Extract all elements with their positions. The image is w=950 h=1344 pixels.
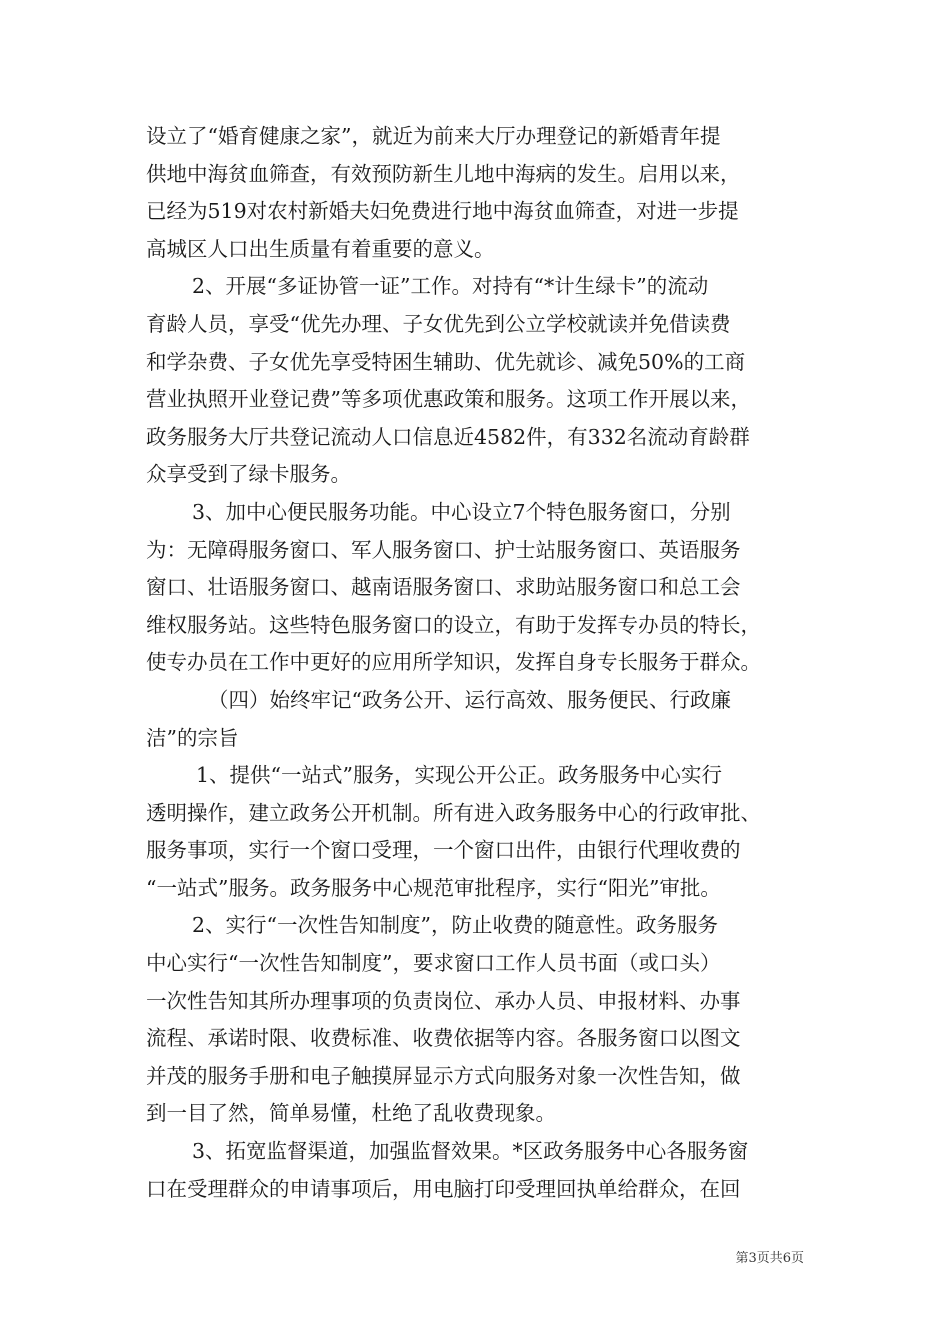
text-line: “一站式”服务。政务服务中心规范审批程序，实行“阳光”审批。 <box>146 875 721 900</box>
text-line: 供地中海贫血筛查，有效预防新生儿地中海病的发生。启用以来， <box>146 161 741 186</box>
section-heading-line: （四）始终牢记“政务公开、运行高效、服务便民、行政廉 <box>208 687 731 712</box>
text-line: 维权服务站。这些特色服务窗口的设立，有助于发挥专办员的特长， <box>146 612 761 637</box>
text-line: 众享受到了绿卡服务。 <box>146 462 351 487</box>
section-heading-line: 洁”的宗旨 <box>146 725 239 750</box>
text-line: 到一目了然，简单易懂，杜绝了乱收费现象。 <box>146 1101 556 1126</box>
text-line: 设立了“婚育健康之家”，就近为前来大厅办理登记的新婚青年提 <box>146 124 721 148</box>
text-line: 营业执照开业登记费”等多项优惠政策和服务。这项工作开展以来， <box>146 387 751 412</box>
text-line: 口在受理群众的申请事项后，用电脑打印受理回执单给群众，在回 <box>146 1176 741 1201</box>
paragraph-start-line: 3、加中心便民服务功能。中心设立7个特色服务窗口，分别 <box>192 499 731 524</box>
text-line: 一次性告知其所办理事项的负责岗位、承办人员、申报材料、办事 <box>146 988 741 1013</box>
text-line: 育龄人员，享受“优先办理、子女优先到公立学校就读并免借读费 <box>146 311 731 336</box>
text-line: 和学杂费、子女优先享受特困生辅助、优先就诊、减免50%的工商 <box>146 349 746 374</box>
text-line: 中心实行“一次性告知制度”，要求窗口工作人员书面（或口头） <box>146 951 721 976</box>
body-text <box>146 118 814 1208</box>
paragraph-start-line: 3、拓宽监督渠道，加强监督效果。*区政务服务中心各服务窗 <box>192 1139 749 1164</box>
text-line: 窗口、壮语服务窗口、越南语服务窗口、求助站服务窗口和总工会 <box>146 575 741 600</box>
paragraph-start-line: 2、实行“一次性告知制度”，防止收费的随意性。政务服务 <box>192 913 719 938</box>
text-line: 流程、承诺时限、收费标准、收费依据等内容。各服务窗口以图文 <box>146 1026 741 1051</box>
paragraph-start-line: 1、提供“一站式”服务，实现公开公正。政务服务中心实行 <box>196 763 723 788</box>
text-line: 使专办员在工作中更好的应用所学知识，发挥自身专长服务于群众。 <box>146 650 761 675</box>
text-line: 已经为519对农村新婚夫妇免费进行地中海贫血筛查，对进一步提 <box>146 199 739 224</box>
text-line: 为：无障碍服务窗口、军人服务窗口、护士站服务窗口、英语服务 <box>146 537 741 562</box>
page-number: 第3页共6页 <box>735 1251 804 1266</box>
paragraph-start-line: 2、开展“多证协管一证”工作。对持有“*计生绿卡”的流动 <box>192 274 709 299</box>
text-line: 高城区人口出生质量有着重要的意义。 <box>146 236 495 261</box>
text-line: 透明操作，建立政务公开机制。所有进入政务服务中心的行政审批、 <box>146 800 761 825</box>
text-line: 政务服务大厅共登记流动人口信息近4582件，有332名流动育龄群 <box>146 424 750 449</box>
text-line: 服务事项，实行一个窗口受理，一个窗口出件，由银行代理收费的 <box>146 838 741 863</box>
text-line: 并茂的服务手册和电子触摸屏显示方式向服务对象一次性告知，做 <box>146 1063 741 1088</box>
